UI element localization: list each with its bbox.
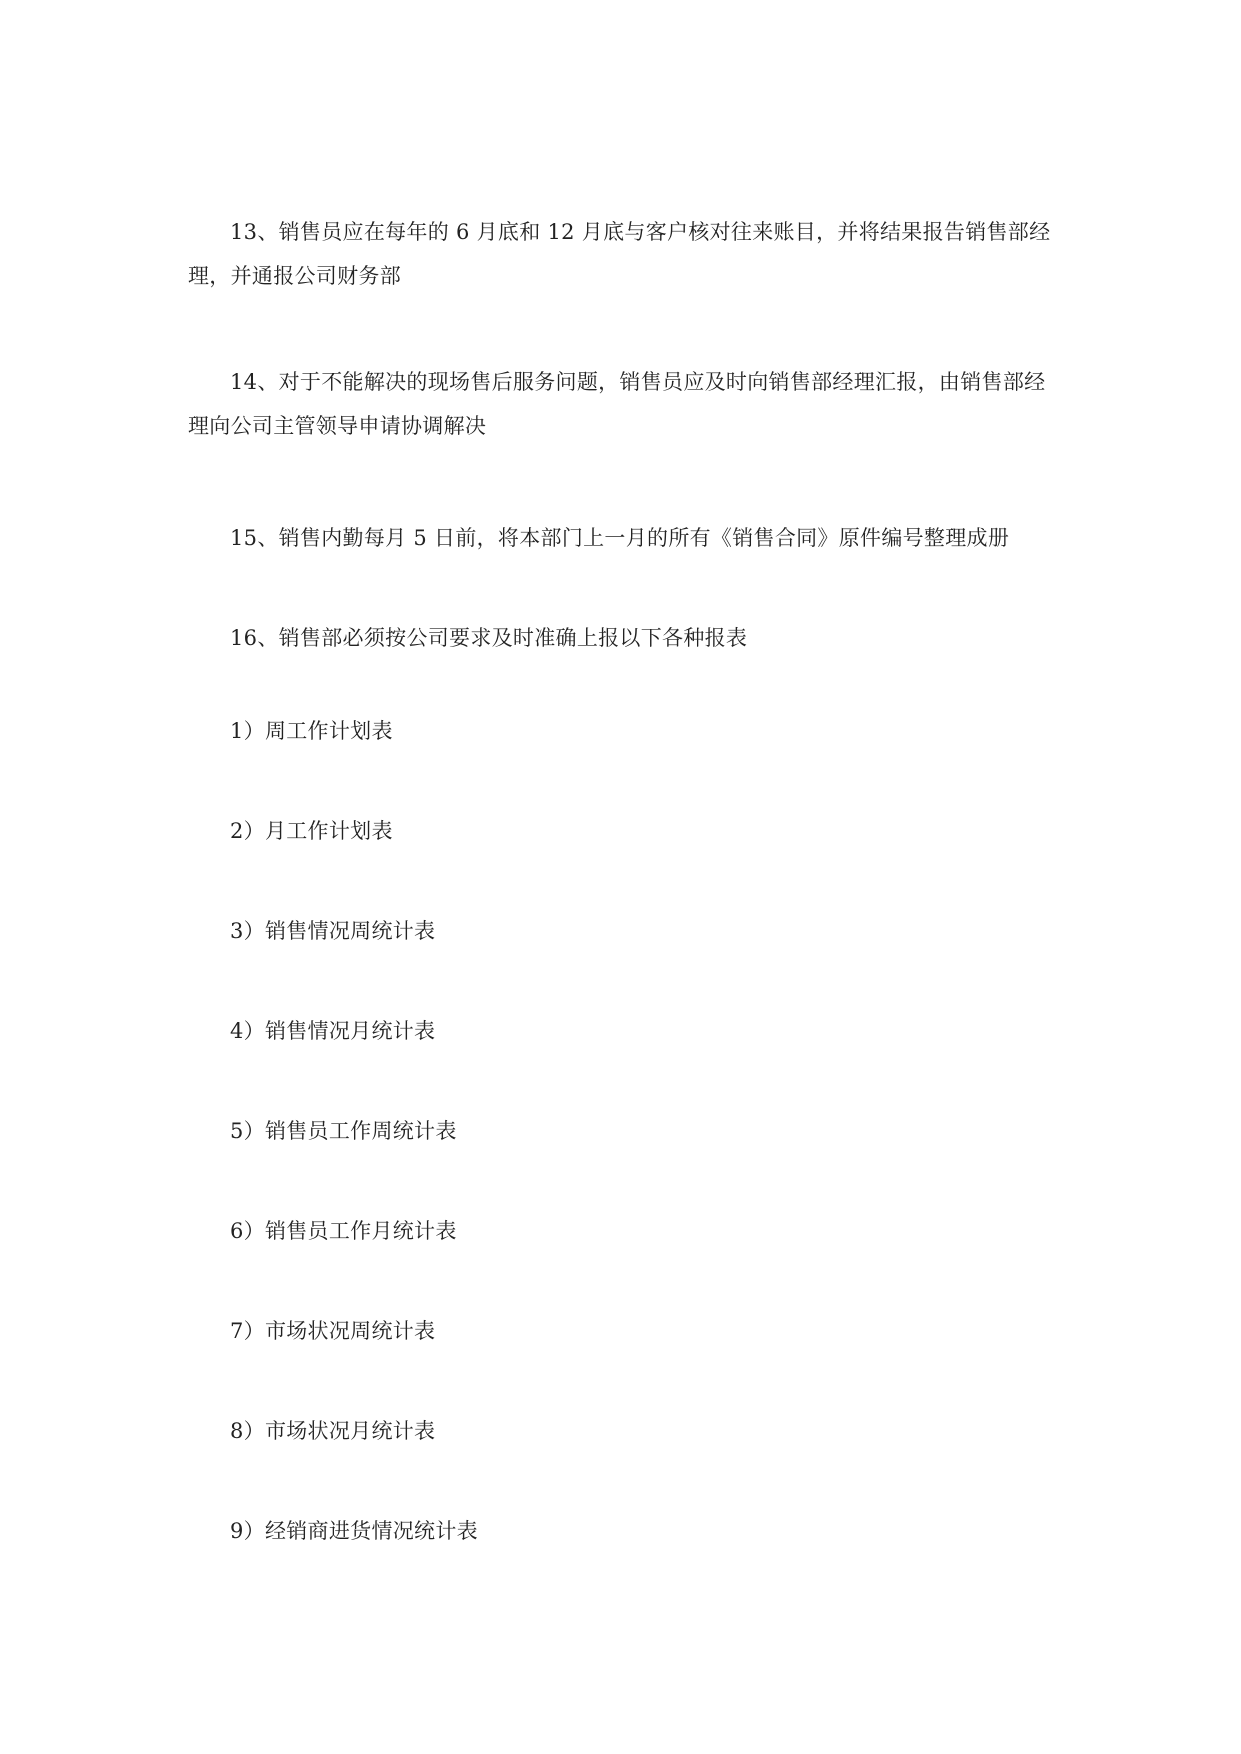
report-item: 3）销售情况周统计表 xyxy=(230,919,436,943)
report-item: 5）销售员工作周统计表 xyxy=(230,1119,457,1143)
report-item: 7）市场状况周统计表 xyxy=(230,1319,436,1343)
report-item: 8）市场状况月统计表 xyxy=(230,1419,436,1443)
paragraph-14: 14、对于不能解决的现场售后服务问题，销售员应及时向销售部经理汇报，由销售部经理向公司主管领导申请协调解决 xyxy=(188,370,1046,438)
paragraph-16: 16、销售部必须按公司要求及时准确上报以下各种报表 xyxy=(230,626,748,650)
report-item: 2）月工作计划表 xyxy=(230,819,393,843)
report-item: 9）经销商进货情况统计表 xyxy=(230,1519,478,1543)
paragraph-15: 15、销售内勤每月 5 日前，将本部门上一月的所有《销售合同》原件编号整理成册 xyxy=(230,526,1010,550)
report-item: 6）销售员工作月统计表 xyxy=(230,1219,457,1243)
paragraph-13: 13、销售员应在每年的 6 月底和 12 月底与客户核对往来账目，并将结果报告销售部经理，并通报公司财务部 xyxy=(188,220,1051,288)
report-item: 4）销售情况月统计表 xyxy=(230,1019,436,1043)
report-item: 1）周工作计划表 xyxy=(230,719,393,743)
